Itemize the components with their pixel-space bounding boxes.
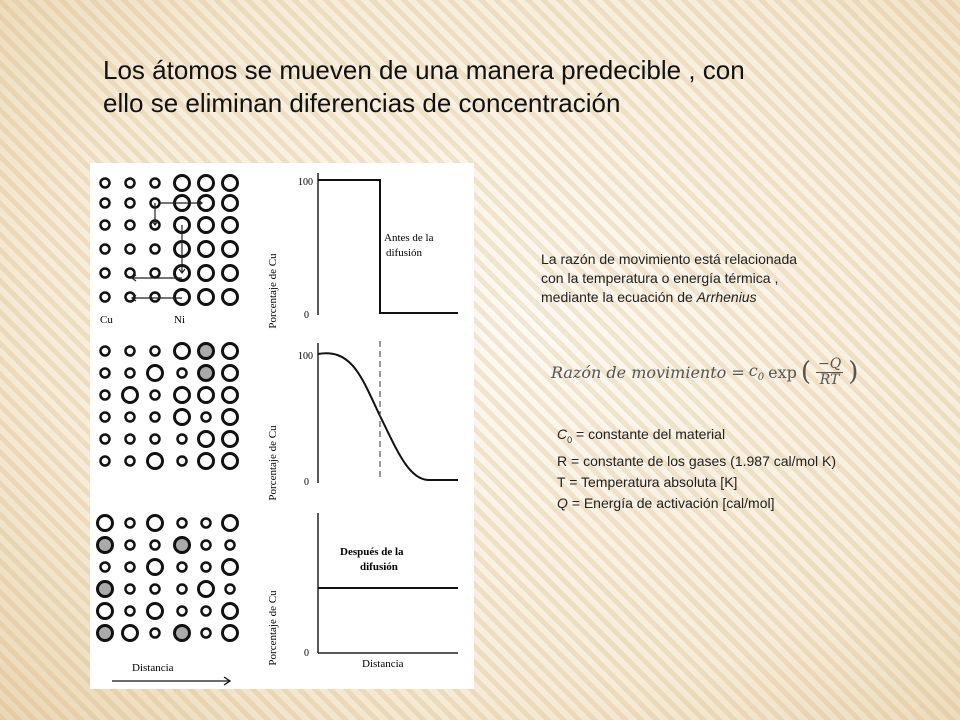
ni-atom [223,366,238,381]
ni-atom [223,626,238,641]
cu-label: Cu [100,314,113,326]
ni-atom [223,290,238,305]
def-c0: $C_0$ = constante del material [557,426,726,445]
migration-arrows [132,200,202,301]
ni-atom [199,366,214,381]
slide-title [103,54,843,120]
distance-arrow [112,677,230,685]
formula-c0: $c_0$ [748,360,765,384]
ni-atom [223,344,238,359]
ni-atom [223,410,238,425]
cu-atom [151,585,160,594]
cu-atom [101,269,110,278]
ni-atom [223,388,238,403]
cu-atom [226,541,235,550]
ni-atom [223,560,238,575]
cu-atom [202,607,211,616]
ni-atom [123,626,138,641]
cu-atom [202,519,211,528]
panel2-tick-100: 100 [298,351,313,362]
cu-atom [202,629,211,638]
cu-atom [126,519,135,528]
panel1-tick-0: 0 [304,310,309,321]
formula-lhs: Razón de movimiento = [551,362,745,382]
cu-atom [126,457,135,466]
cu-atom [101,435,110,444]
cu-atom [126,413,135,422]
cu-atom [101,369,110,378]
ni-atom [148,516,163,531]
def-r: R = constante de los gases (1.987 cal/mol K) [557,452,836,469]
cu-atom [126,607,135,616]
cu-atom [126,221,135,230]
ni-atom [223,454,238,469]
ni-atom [123,388,138,403]
cu-atom [202,413,211,422]
ni-atom [199,388,214,403]
ni-atom [175,388,190,403]
cu-atom [151,435,160,444]
panel3-xlabel: Distancia [362,658,404,670]
ni-atom [148,560,163,575]
ni-atom [223,196,238,211]
formula-right-paren: ) [848,357,859,387]
ni-atom [223,432,238,447]
ni-atom [175,538,190,553]
cu-atom [126,179,135,188]
ni-atom [175,410,190,425]
def-t: T = Temperatura absoluta [K] [557,473,738,490]
ni-atom [223,604,238,619]
title-line-1: Los átomos se mueven de una manera predecible , con [103,55,745,85]
cu-atom [101,391,110,400]
cu-atom [178,607,187,616]
ni-atom [98,538,113,553]
ni-atom [199,582,214,597]
ni-atom [223,176,238,191]
panel2-tick-0: 0 [304,477,309,488]
cu-atom [101,563,110,572]
cu-atom [151,541,160,550]
ni-atom [148,604,163,619]
cu-atom [126,585,135,594]
title-line-2: ello se eliminan diferencias de concentración [103,88,621,118]
cu-atom [126,435,135,444]
ni-atom [199,344,214,359]
ni-atom [199,218,214,233]
cu-atom [151,347,160,356]
ni-atom [199,266,214,281]
ni-atom [199,290,214,305]
ni-atom [175,626,190,641]
ni-atom [223,266,238,281]
ni-atom [148,366,163,381]
ni-label: Ni [174,314,185,326]
ni-atom [199,176,214,191]
panel3-ylabel: Porcentaje de Cu [267,590,279,666]
ni-atom [148,454,163,469]
cu-atom [126,199,135,208]
cu-atom [126,541,135,550]
arrhenius-formula [551,352,871,392]
cu-atom [178,519,187,528]
ni-atom [175,290,190,305]
atom-lattice [98,176,238,641]
cu-atom [151,413,160,422]
def-q: Q = Energía de activación [cal/mol] [557,494,775,511]
cu-atom [178,563,187,572]
ni-atom [98,516,113,531]
panel1-ylabel: Porcentaje de Cu [267,253,279,329]
ni-atom [223,218,238,233]
formula-exp: exp [768,362,797,382]
cu-atom [178,585,187,594]
cu-atom [151,269,160,278]
diffusion-figure [90,163,474,689]
arrhenius-description [541,250,871,307]
formula-fraction [816,357,843,388]
ni-atom [175,176,190,191]
ni-atom [199,242,214,257]
cu-atom [226,585,235,594]
cu-atom [101,457,110,466]
ni-atom [199,432,214,447]
desc-line-1: La razón de movimiento está relacionada [541,251,798,267]
variable-definitions [557,424,917,514]
cu-atom [126,369,135,378]
cu-atom [151,293,160,302]
cu-atom [126,563,135,572]
formula-numerator: −Q [818,355,842,372]
ni-atom [98,582,113,597]
cu-atom [126,245,135,254]
cu-atom [178,369,187,378]
cu-atom [151,245,160,254]
panel2-ylabel: Porcentaje de Cu [267,425,279,501]
cu-atom [101,221,110,230]
ni-atom [98,604,113,619]
panel1-tick-100: 100 [298,177,313,188]
ni-atom [199,454,214,469]
panel2-gradient-curve [318,353,458,480]
cu-atom [101,413,110,422]
distance-label: Distancia [132,662,174,674]
desc-line-2: con la temperatura o energía térmica , [541,270,779,286]
formula-denominator: RT [819,371,840,388]
ni-atom [98,626,113,641]
cu-atom [126,347,135,356]
cu-atom [202,563,211,572]
cu-atom [178,457,187,466]
panel3-tick-0: 0 [304,648,309,659]
panel1-annotation-2: difusión [386,247,423,259]
panel3-annotation-1: Después de la [340,546,404,558]
panel1-annotation-1: Antes de la [384,232,434,244]
cu-atom [101,179,110,188]
cu-atom [101,199,110,208]
cu-atom [126,269,135,278]
cu-atom [202,541,211,550]
cu-atom [101,347,110,356]
desc-line-3 [541,288,871,307]
cu-atom [101,245,110,254]
cu-atom [101,293,110,302]
desc-line-3-prefix: mediante la ecuación de [541,289,697,305]
ni-atom [223,516,238,531]
cu-atom [151,179,160,188]
formula-left-paren: ( [800,357,812,387]
ni-atom [223,242,238,257]
cu-atom [178,435,187,444]
panel3-annotation-2: difusión [360,561,398,573]
ni-atom [175,344,190,359]
cu-atom [151,391,160,400]
desc-arrhenius: Arrhenius [696,289,757,305]
cu-atom [151,629,160,638]
